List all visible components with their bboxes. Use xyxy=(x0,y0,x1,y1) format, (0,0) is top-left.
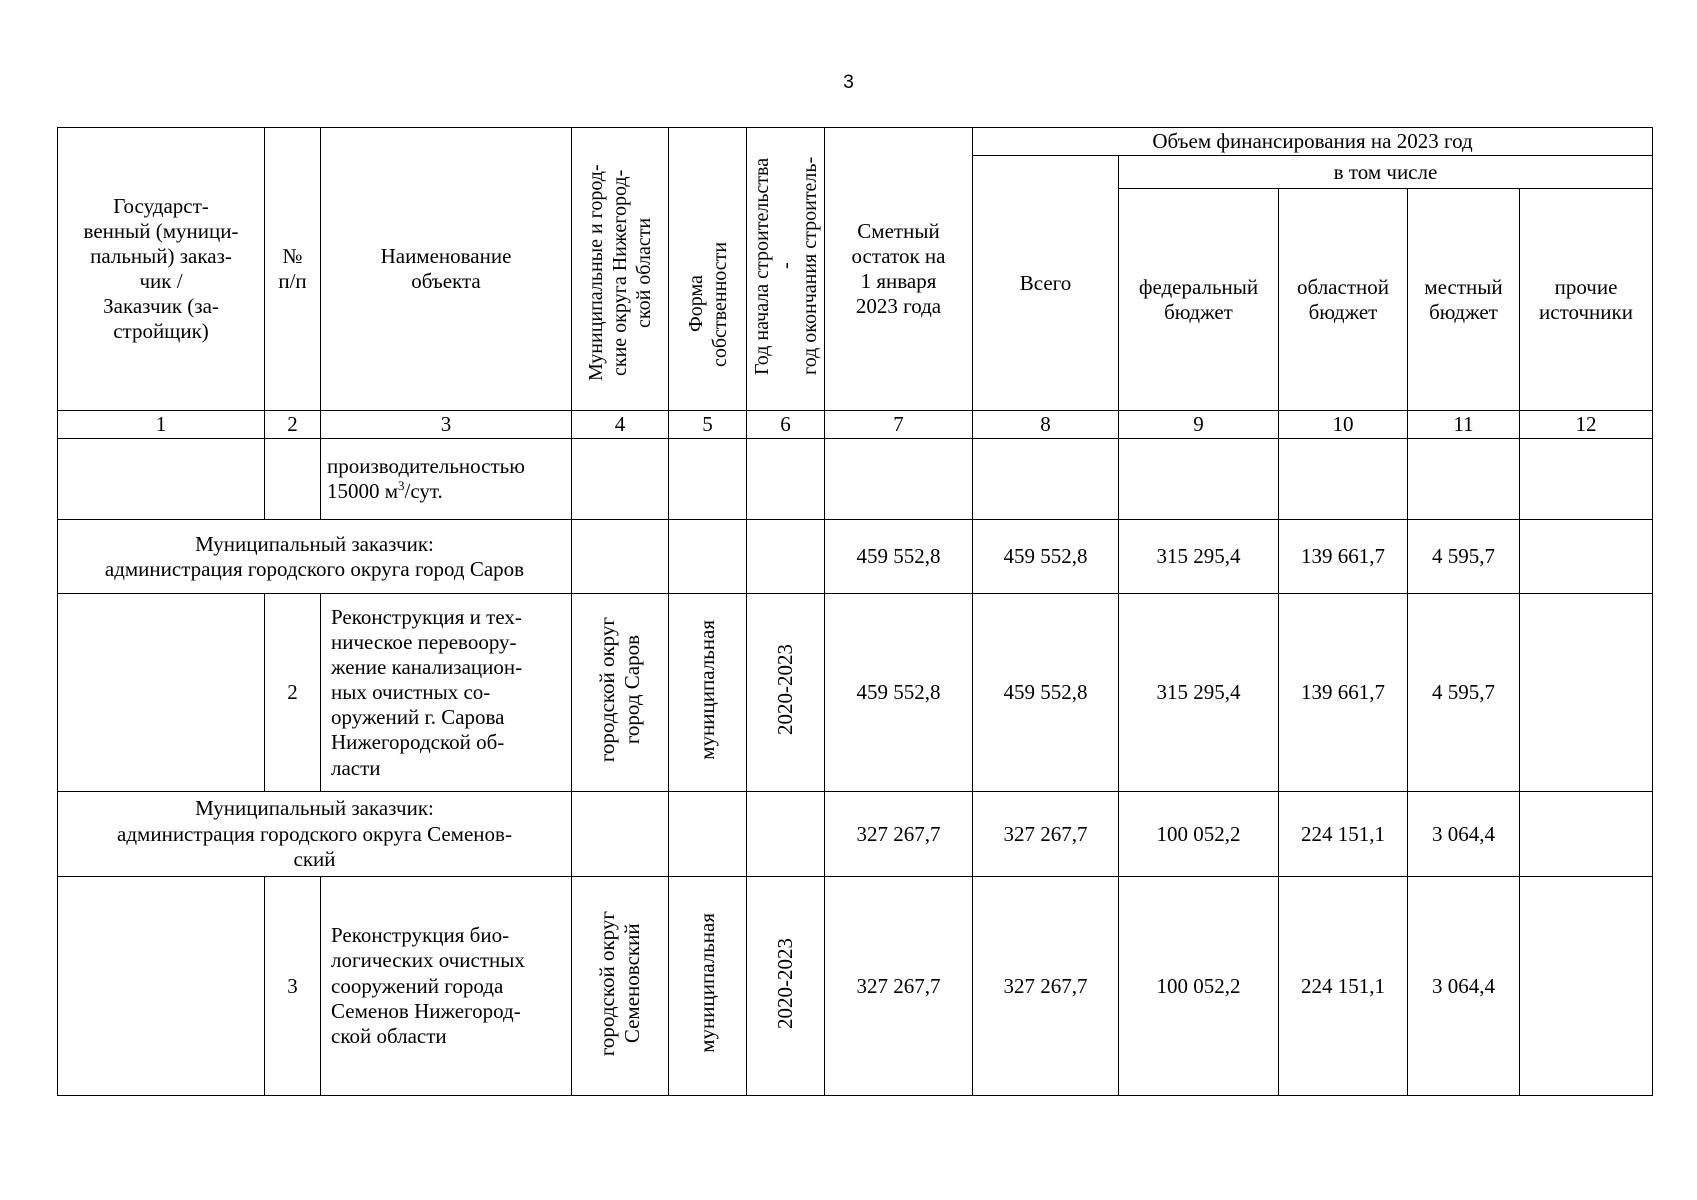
header-estimate: Сметный остаток на 1 января 2023 года xyxy=(825,128,973,411)
object-name: Реконструкция био- логических очистных сооружений города Семенов Нижегород- ской области xyxy=(321,877,572,1096)
header-row-1 xyxy=(58,128,1653,156)
header-ownership: Форма собственности xyxy=(669,128,747,411)
regional-value: 139 661,7 xyxy=(1279,520,1408,594)
estimate-value: 327 267,7 xyxy=(825,792,973,877)
column-number: 2 xyxy=(265,411,321,439)
estimate-value: 327 267,7 xyxy=(825,877,973,1096)
object-name: Реконструкция и тех- ническое перевоору- жение канализацион- ных очистных со- оружений г. Сарова Нижегородской об- ласти xyxy=(321,594,572,792)
total-value: 327 267,7 xyxy=(973,792,1119,877)
total-value: 459 552,8 xyxy=(973,520,1119,594)
federal-value: 315 295,4 xyxy=(1119,594,1279,792)
local-value: 4 595,7 xyxy=(1408,520,1520,594)
header-years: Год начала строительства - год окончания строитель- xyxy=(747,128,825,411)
header-municipality: Муниципальные и город- ские округа Нижегород- ской области xyxy=(572,128,669,411)
page-number: 3 xyxy=(843,72,854,93)
other-value xyxy=(1520,594,1653,792)
financing-table xyxy=(57,127,1653,1096)
column-number: 10 xyxy=(1279,411,1408,439)
column-numbers-row xyxy=(58,411,1653,439)
column-number: 8 xyxy=(973,411,1119,439)
header-other: прочие источники xyxy=(1520,189,1653,411)
object-years: 2020-2023 xyxy=(747,594,825,792)
federal-value: 100 052,2 xyxy=(1119,792,1279,877)
local-value: 3 064,4 xyxy=(1408,792,1520,877)
other-value xyxy=(1520,792,1653,877)
column-number: 11 xyxy=(1408,411,1520,439)
total-value: 327 267,7 xyxy=(973,877,1119,1096)
regional-value: 139 661,7 xyxy=(1279,594,1408,792)
header-including: в том числе xyxy=(1119,156,1653,189)
regional-value: 224 151,1 xyxy=(1279,792,1408,877)
column-number: 9 xyxy=(1119,411,1279,439)
column-number: 6 xyxy=(747,411,825,439)
other-value xyxy=(1520,520,1653,594)
object-number: 2 xyxy=(265,594,321,792)
other-value xyxy=(1520,877,1653,1096)
header-customer: Государст- венный (муници- пальный) заказ- чик / Заказчик (за- стройщик) xyxy=(58,128,265,411)
estimate-value: 459 552,8 xyxy=(825,594,973,792)
object-name-continuation: производительностью 15000 $м^3$/сут. xyxy=(321,439,572,520)
table-row-object xyxy=(58,594,1653,792)
column-number: 4 xyxy=(572,411,669,439)
table-row-customer xyxy=(58,520,1653,594)
local-value: 3 064,4 xyxy=(1408,877,1520,1096)
header-number: № п/п xyxy=(265,128,321,411)
object-municipality: городской округ Семеновский xyxy=(572,877,669,1096)
regional-value: 224 151,1 xyxy=(1279,877,1408,1096)
local-value: 4 595,7 xyxy=(1408,594,1520,792)
column-number: 5 xyxy=(669,411,747,439)
header-object-name: Наименование объекта xyxy=(321,128,572,411)
customer-cell: Муниципальный заказчик: администрация городского округа город Саров xyxy=(58,520,572,594)
object-years: 2020-2023 xyxy=(747,877,825,1096)
estimate-value: 459 552,8 xyxy=(825,520,973,594)
customer-cell: Муниципальный заказчик: администрация городского округа Семенов- ский xyxy=(58,792,572,877)
total-value: 459 552,8 xyxy=(973,594,1119,792)
header-total: Всего xyxy=(973,156,1119,411)
column-number: 1 xyxy=(58,411,265,439)
federal-value: 315 295,4 xyxy=(1119,520,1279,594)
object-ownership: муниципальная xyxy=(669,594,747,792)
header-funding-title: Объем финансирования на 2023 год xyxy=(973,128,1653,156)
object-municipality: городской округ город Саров xyxy=(572,594,669,792)
object-number: 3 xyxy=(265,877,321,1096)
header-local: местный бюджет xyxy=(1408,189,1520,411)
table-row-customer xyxy=(58,792,1653,877)
table-row-object xyxy=(58,877,1653,1096)
federal-value: 100 052,2 xyxy=(1119,877,1279,1096)
header-regional: областной бюджет xyxy=(1279,189,1408,411)
table-row-continuation xyxy=(58,439,1653,520)
column-number: 12 xyxy=(1520,411,1653,439)
object-ownership: муниципальная xyxy=(669,877,747,1096)
column-number: 7 xyxy=(825,411,973,439)
column-number: 3 xyxy=(321,411,572,439)
header-federal: федеральный бюджет xyxy=(1119,189,1279,411)
